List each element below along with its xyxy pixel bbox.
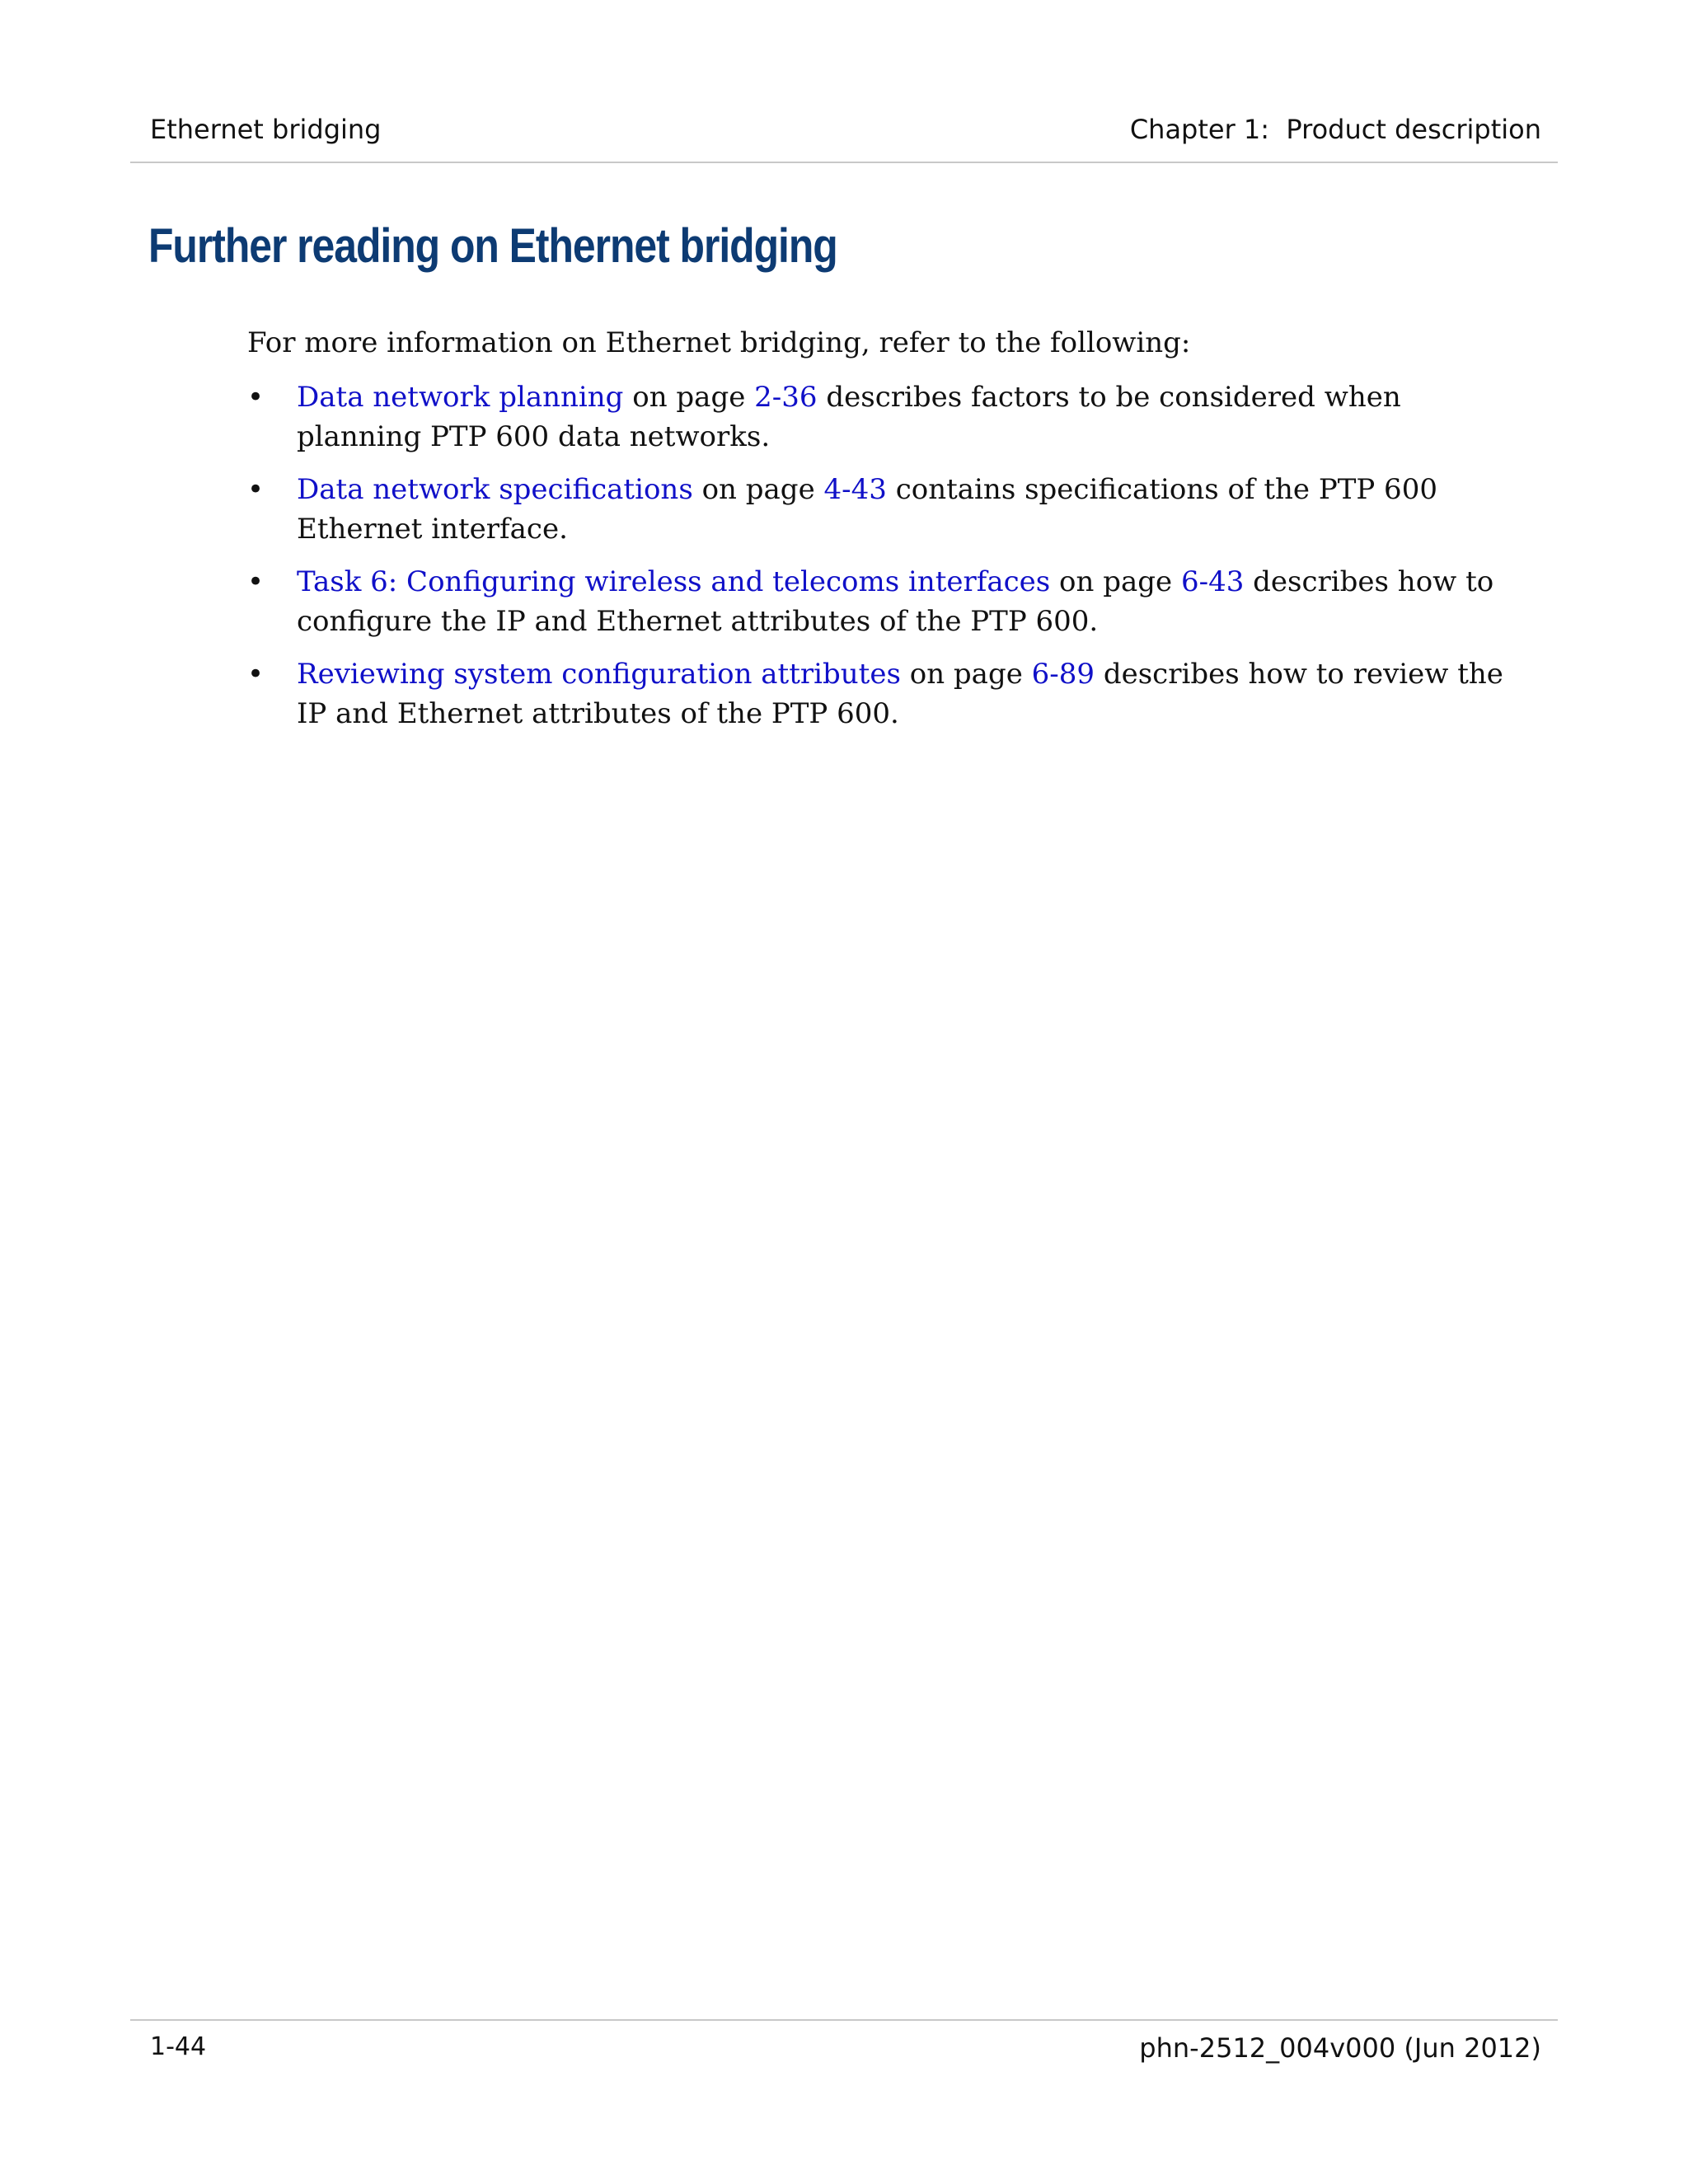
- link-task-6-configuring-interfaces[interactable]: Task 6: Configuring wireless and telecoms interfaces: [297, 565, 1051, 598]
- list-item: [247, 377, 1533, 457]
- list-item-text: describes how to review the IP and Ethernet attributes of the PTP 600.: [297, 658, 1503, 730]
- list-item-text: on page: [1050, 565, 1181, 598]
- list-item: [247, 562, 1533, 641]
- link-data-network-specifications[interactable]: Data network specifications: [297, 473, 693, 506]
- link-reviewing-system-configuration[interactable]: Reviewing system configuration attributes: [297, 658, 901, 691]
- page-link-6-89[interactable]: 6-89: [1031, 658, 1095, 691]
- bullet-icon: •: [247, 473, 265, 506]
- reference-list: [247, 377, 1533, 747]
- bullet-icon: •: [247, 381, 265, 414]
- list-item: [247, 654, 1533, 733]
- list-item-text: contains specifications of the PTP 600 Ethernet interface.: [297, 473, 1437, 546]
- list-item-text: on page: [623, 381, 755, 414]
- list-item-text: on page: [692, 473, 824, 506]
- list-item-text: describes how to configure the IP and Ethernet attributes of the PTP 600.: [297, 565, 1494, 638]
- page-link-2-36[interactable]: 2-36: [754, 381, 818, 414]
- header-divider: [130, 162, 1558, 163]
- list-item-text: on page: [900, 658, 1032, 691]
- list-item-text: describes factors to be considered when planning PTP 600 data networks.: [297, 381, 1401, 453]
- footer-divider: [130, 2019, 1558, 2021]
- bullet-icon: •: [247, 658, 265, 691]
- footer-page-number: 1-44: [150, 2032, 207, 2061]
- header-section-title: Ethernet bridging: [150, 114, 382, 145]
- intro-paragraph: For more information on Ethernet bridging, refer to the following:: [247, 326, 1191, 359]
- page-title: Further reading on Ethernet bridging: [148, 219, 837, 273]
- header-chapter-title: Chapter 1: Product description: [1129, 114, 1541, 145]
- page-header: [130, 0, 1558, 163]
- page-link-4-43[interactable]: 4-43: [823, 473, 887, 506]
- link-data-network-planning[interactable]: Data network planning: [297, 381, 624, 414]
- footer-document-id: phn-2512_004v000 (Jun 2012): [1139, 2032, 1541, 2064]
- list-item: [247, 470, 1533, 549]
- bullet-icon: •: [247, 565, 265, 598]
- page-link-6-43[interactable]: 6-43: [1180, 565, 1245, 598]
